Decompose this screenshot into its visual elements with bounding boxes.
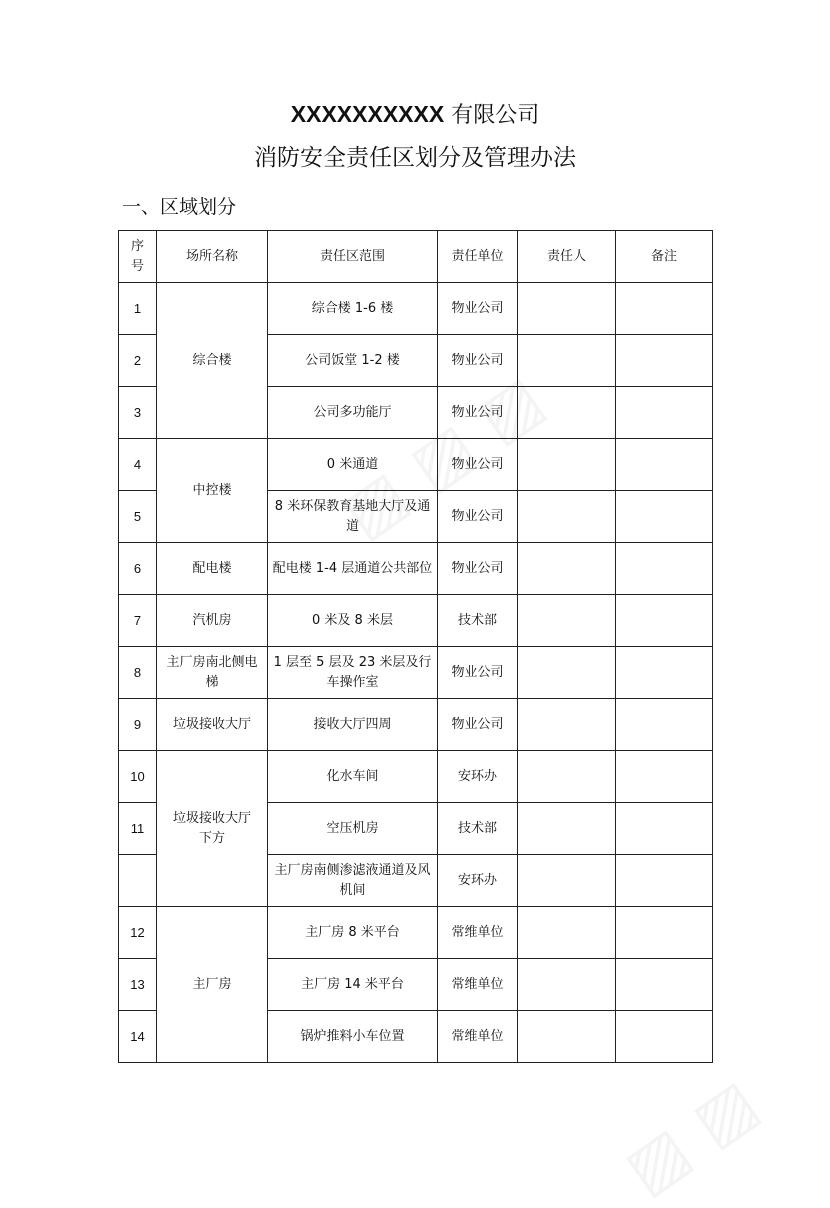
- row-unit: 技术部: [438, 595, 518, 647]
- row-no: 8: [119, 647, 157, 699]
- header-seq: 序号: [119, 231, 157, 283]
- row-person: [518, 491, 616, 543]
- row-note: [616, 491, 713, 543]
- site-cell: 垃圾接收大厅下方: [157, 751, 268, 907]
- row-scope: 0 米通道: [268, 439, 438, 491]
- table-row: [119, 907, 713, 959]
- row-unit: 常维单位: [438, 959, 518, 1011]
- header-unit: 责任单位: [438, 231, 518, 283]
- row-no: 3: [119, 387, 157, 439]
- company-name-placeholder: XXXXXXXXXX: [290, 101, 445, 127]
- row-scope: 锅炉推料小车位置: [268, 1011, 438, 1063]
- row-person: [518, 803, 616, 855]
- row-note: [616, 387, 713, 439]
- row-scope: 8 米环保教育基地大厅及通道: [268, 491, 438, 543]
- row-person: [518, 699, 616, 751]
- row-scope: 化水车间: [268, 751, 438, 803]
- header-person: 责任人: [518, 231, 616, 283]
- row-person: [518, 647, 616, 699]
- row-scope: 公司多功能厅: [268, 387, 438, 439]
- watermark-mark: [612, 1066, 772, 1208]
- row-person: [518, 959, 616, 1011]
- row-note: [616, 1011, 713, 1063]
- row-note: [616, 543, 713, 595]
- row-no: 6: [119, 543, 157, 595]
- row-scope: 公司饭堂 1-2 楼: [268, 335, 438, 387]
- header-scope: 责任区范围: [268, 231, 438, 283]
- row-person: [518, 439, 616, 491]
- table-row: [119, 647, 713, 699]
- row-person: [518, 335, 616, 387]
- table-row: [119, 439, 713, 491]
- row-unit: 技术部: [438, 803, 518, 855]
- row-no: 5: [119, 491, 157, 543]
- row-scope: 综合楼 1-6 楼: [268, 283, 438, 335]
- row-no: 11: [119, 803, 157, 855]
- doc-title-company: [0, 98, 830, 132]
- site-cell: 主厂房南北侧电梯: [157, 647, 268, 699]
- row-no: 1: [119, 283, 157, 335]
- row-no: 4: [119, 439, 157, 491]
- site-cell: 中控楼: [157, 439, 268, 543]
- row-scope: 主厂房南侧渗滤液通道及风机间: [268, 855, 438, 907]
- company-suffix: 有限公司: [444, 103, 540, 128]
- row-scope: 0 米及 8 米层: [268, 595, 438, 647]
- row-note: [616, 907, 713, 959]
- row-scope: 1 层至 5 层及 23 米层及行车操作室: [268, 647, 438, 699]
- row-no: 13: [119, 959, 157, 1011]
- header-site: 场所名称: [157, 231, 268, 283]
- row-note: [616, 283, 713, 335]
- row-no: 12: [119, 907, 157, 959]
- row-unit: 安环办: [438, 751, 518, 803]
- site-cell: 综合楼: [157, 283, 268, 439]
- row-unit: 物业公司: [438, 491, 518, 543]
- row-unit: 物业公司: [438, 699, 518, 751]
- section-heading: 一、区域划分: [122, 196, 237, 218]
- row-note: [616, 855, 713, 907]
- row-scope: 空压机房: [268, 803, 438, 855]
- table-header-row: [119, 231, 713, 283]
- row-unit: 常维单位: [438, 907, 518, 959]
- row-person: [518, 1011, 616, 1063]
- row-note: [616, 959, 713, 1011]
- row-person: [518, 751, 616, 803]
- row-unit: 物业公司: [438, 647, 518, 699]
- table-row: [119, 595, 713, 647]
- row-unit: 物业公司: [438, 335, 518, 387]
- row-note: [616, 647, 713, 699]
- row-no: 2: [119, 335, 157, 387]
- row-person: [518, 387, 616, 439]
- row-note: [616, 439, 713, 491]
- row-unit: 常维单位: [438, 1011, 518, 1063]
- row-note: [616, 335, 713, 387]
- row-no: [119, 855, 157, 907]
- header-note: 备注: [616, 231, 713, 283]
- row-no: 14: [119, 1011, 157, 1063]
- site-cell: 汽机房: [157, 595, 268, 647]
- row-scope: 接收大厅四周: [268, 699, 438, 751]
- row-no: 7: [119, 595, 157, 647]
- row-no: 10: [119, 751, 157, 803]
- row-no: 9: [119, 699, 157, 751]
- row-scope: 主厂房 8 米平台: [268, 907, 438, 959]
- zone-table: [118, 230, 713, 1063]
- row-scope: 配电楼 1-4 层通道公共部位: [268, 543, 438, 595]
- table-row: [119, 283, 713, 335]
- table-row: [119, 543, 713, 595]
- row-note: [616, 803, 713, 855]
- site-cell: 配电楼: [157, 543, 268, 595]
- doc-title-main: 消防安全责任区划分及管理办法: [254, 145, 576, 171]
- row-note: [616, 751, 713, 803]
- row-person: [518, 543, 616, 595]
- site-cell: 垃圾接收大厅: [157, 699, 268, 751]
- row-person: [518, 855, 616, 907]
- table-row: [119, 751, 713, 803]
- row-note: [616, 699, 713, 751]
- row-unit: 物业公司: [438, 543, 518, 595]
- row-unit: 物业公司: [438, 439, 518, 491]
- site-cell: 主厂房: [157, 907, 268, 1063]
- table-row: [119, 699, 713, 751]
- row-unit: 物业公司: [438, 283, 518, 335]
- row-person: [518, 907, 616, 959]
- row-scope: 主厂房 14 米平台: [268, 959, 438, 1011]
- row-person: [518, 283, 616, 335]
- row-unit: 安环办: [438, 855, 518, 907]
- row-person: [518, 595, 616, 647]
- row-unit: 物业公司: [438, 387, 518, 439]
- row-note: [616, 595, 713, 647]
